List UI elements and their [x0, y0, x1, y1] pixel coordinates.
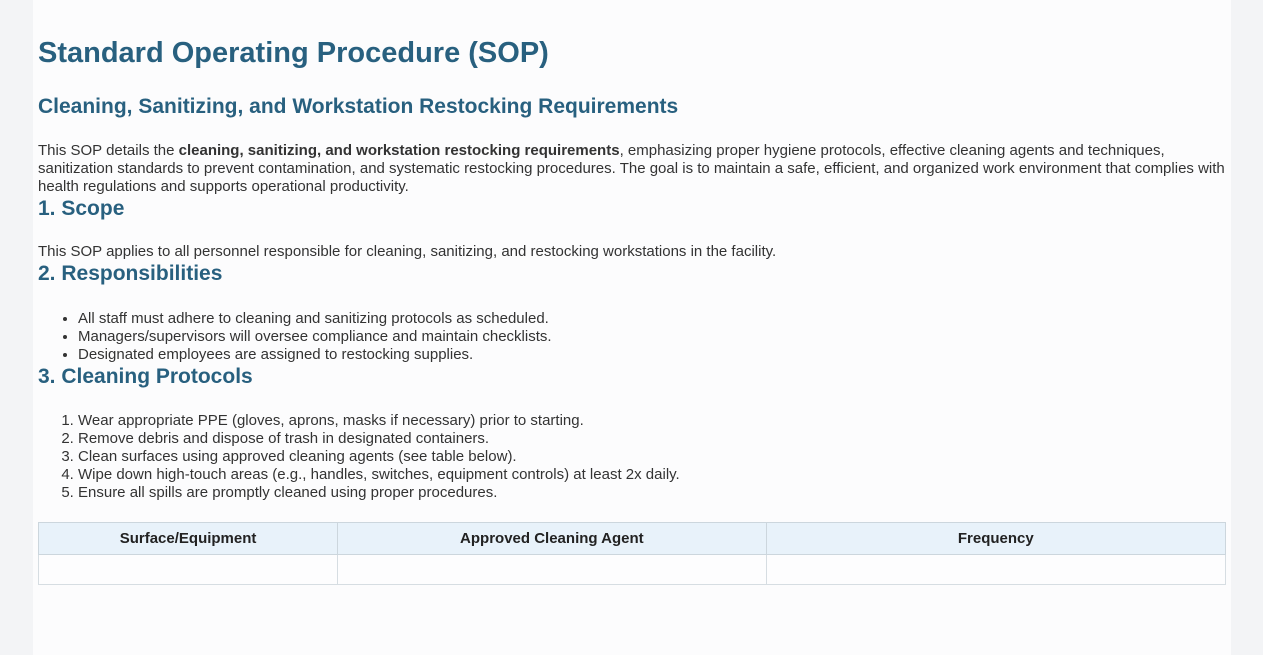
- intro-text-bold: cleaning, sanitizing, and workstation restocking requirements: [178, 142, 620, 159]
- list-item: 3. Clean surfaces using approved cleaning agents (see table below).: [78, 448, 1231, 466]
- cleaning-protocols-list: [38, 412, 1231, 502]
- section-heading-scope: 1. Scope: [38, 197, 125, 220]
- list-item: • All staff must adhere to cleaning and sanitizing protocols as scheduled.: [78, 310, 1231, 328]
- document-page: [33, 0, 1231, 655]
- table-row: [39, 555, 1226, 585]
- table-header-approved-cleaning-agent: Approved Cleaning Agent: [338, 523, 767, 555]
- table-header-surface-equipment: Surface/Equipment: [39, 523, 338, 555]
- responsibilities-list: [38, 310, 1231, 364]
- list-item: 5. Ensure all spills are promptly cleaned using proper procedures.: [78, 484, 1231, 502]
- table-header-frequency: Frequency: [766, 523, 1225, 555]
- table-cell: [338, 555, 767, 585]
- intro-text-after: , emphasizing proper hygiene protocols, effective cleaning agents and techniques, sanitization standards to prevent contamination, and systematic restocking procedures. The goal is to maintain a safe, efficient, and organized work environment that complies with health regulations and supports operational productivity.: [38, 142, 1225, 195]
- intro-text-before: This SOP details the: [38, 142, 179, 159]
- section-heading-responsibilities: 2. Responsibilities: [38, 262, 223, 285]
- page-subtitle: Cleaning, Sanitizing, and Workstation Restocking Requirements: [38, 95, 679, 118]
- scope-paragraph: This SOP applies to all personnel responsible for cleaning, sanitizing, and restocking workstations in the facility.: [38, 243, 777, 260]
- list-item: 2. Remove debris and dispose of trash in designated containers.: [78, 430, 1231, 448]
- cleaning-agents-table: [38, 522, 1226, 585]
- table-cell: [39, 555, 338, 585]
- section-heading-cleaning-protocols: 3. Cleaning Protocols: [38, 365, 253, 388]
- table-header-row: [39, 523, 1226, 555]
- list-item: • Designated employees are assigned to restocking supplies.: [78, 346, 1231, 364]
- list-item: 4. Wipe down high-touch areas (e.g., handles, switches, equipment controls) at least 2x daily.: [78, 466, 1231, 484]
- intro-paragraph: [38, 142, 1226, 196]
- page-title: Standard Operating Procedure (SOP): [38, 37, 549, 69]
- list-item: 1. Wear appropriate PPE (gloves, aprons, masks if necessary) prior to starting.: [78, 412, 1231, 430]
- table-cell: [766, 555, 1225, 585]
- list-item: • Managers/supervisors will oversee compliance and maintain checklists.: [78, 328, 1231, 346]
